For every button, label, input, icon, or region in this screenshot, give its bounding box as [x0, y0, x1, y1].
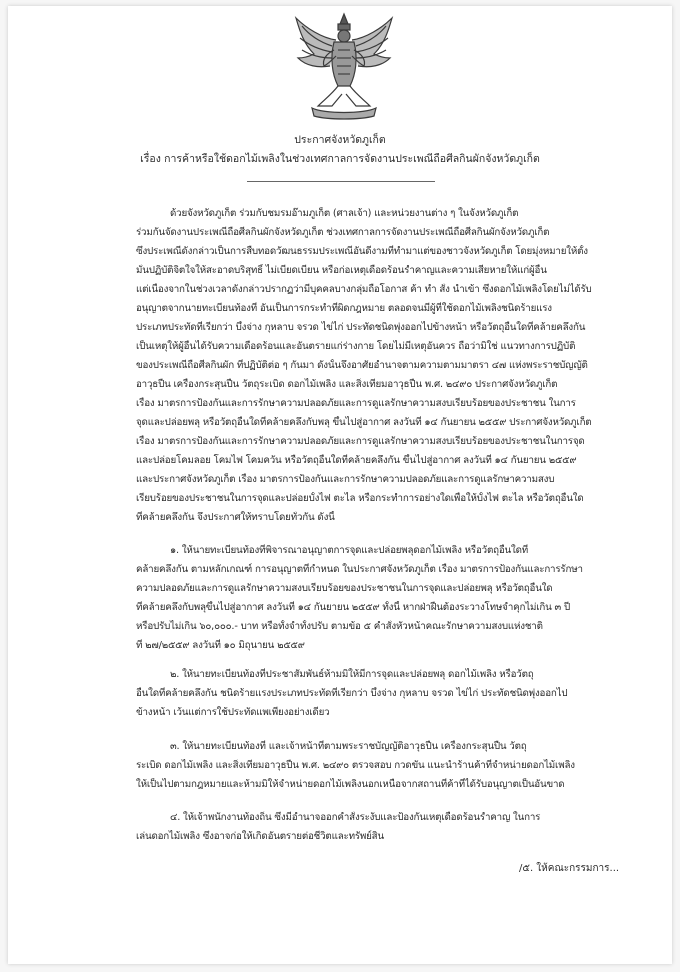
body-line: ข้างหน้า เว้นแต่การใช้ประทัดแพเพียงอย่างเดียว: [136, 707, 330, 718]
body-line: ประเภทประทัดที่เรียกว่า บึ้งจ่าง กุหลาบ จรวด ไข่ไก่ ประทัดชนิดพุ่งออกไปข้างหน้า หรือวัตถุอื่นใดที่คล้ายคลึงกัน: [136, 322, 586, 333]
garuda-emblem-icon: [292, 10, 396, 122]
body-line: ความปลอดภัยและการดูแลรักษาความสงบเรียบร้อยของประชาชนในการจุดและปล่อยพลุ หรือวัตถุอื่นใด: [136, 583, 553, 594]
body-line: ด้วยจังหวัดภูเก็ต ร่วมกับชมรมอ๊ามภูเก็ต (ศาลเจ้า) และหน่วยงานต่าง ๆ ในจังหวัดภูเก็ต: [170, 208, 519, 219]
body-line: อื่นใดที่คล้ายคลึงกัน ชนิดร้ายแรงประเภทประทัดที่เรียกว่า บึ้งจ่าง กุหลาบ จรวด ไข่ไก่ ประทัดชนิดพุ่งออกไป: [136, 688, 568, 699]
divider-line: [247, 181, 435, 182]
body-line: ๓. ให้นายทะเบียนท้องที่ และเจ้าหน้าที่ตามพระราชบัญญัติอาวุธปืน เครื่องกระสุนปืน วัตถุ: [170, 741, 527, 752]
body-line: หรือปรับไม่เกิน ๖๐,๐๐๐.- บาท หรือทั้งจำทั้งปรับ ตามข้อ ๕ คำสั่งหัวหน้าคณะรักษาความสงบแห่งชาติ: [136, 621, 543, 632]
body-line: แต่เนื่องจากในช่วงเวลาดังกล่าวปรากฏว่ามีบุคคลบางกลุ่มถือโอกาส ค้า ทำ สั่ง นำเข้า ซึ่งดอกไม้เพลิงโดยไม่ได้รับ: [136, 284, 592, 295]
body-line: คล้ายคลึงกัน ตามหลักเกณฑ์ การอนุญาตที่กำหนด ในประกาศจังหวัดภูเก็ต เรื่อง มาตรการป้องกันและการรักษา: [136, 564, 583, 575]
body-line: เรื่อง มาตรการป้องกันและการรักษาความปลอดภัยและการดูแลรักษาความสงบเรียบร้อยของประชาชนในการจุด: [136, 436, 585, 447]
body-line: เป็นเหตุให้ผู้อื่นได้รับความเดือดร้อนและอันตรายแก่ร่างกาย โดยไม่มีเหตุอันควร ถือว่ามิใช่ แนวทางการปฏิบัติ: [136, 341, 576, 352]
body-line: มั่นปฏิบัติจิตใจให้สะอาดบริสุทธิ์ ไม่เบียดเบียน หรือก่อเหตุเดือดร้อนรำคาญและความเสียหายให้แก่ผู้อื่น: [136, 265, 547, 276]
body-line: ระเบิด ดอกไม้เพลิง และสิ่งเทียมอาวุธปืน พ.ศ. ๒๔๙๐ ตรวจสอบ กวดขัน แนะนำร้านค้าที่จำหน่ายดอกไม้เพลิง: [136, 760, 575, 771]
body-line: ๔. ให้เจ้าพนักงานท้องถิ่น ซึ่งมีอำนาจออกคำสั่งระงับและป้องกันเหตุเดือดร้อนรำคาญ ในการ: [170, 812, 541, 823]
body-line: ร่วมกันจัดงานประเพณีถือศีลกินผักจังหวัดภูเก็ต ช่วงเทศกาลการจัดงานประเพณีถือศีลกินผักจังหวัดภูเก็ต: [136, 227, 550, 238]
body-line: ซึ่งประเพณีดังกล่าวเป็นการสืบทอดวัฒนธรรมประเพณีอันดีงามที่ทำมาแต่ของชาวจังหวัดภูเก็ต โดยมุ่งหมายให้ตั้ง: [136, 246, 588, 257]
body-line: ๒. ให้นายทะเบียนท้องที่ประชาสัมพันธ์ห้ามมิให้มีการจุดและปล่อยพลุ ดอกไม้เพลิง หรือวัตถุ: [170, 669, 534, 680]
body-line: ๑. ให้นายทะเบียนท้องที่พิจารณาอนุญาตการจุดและปล่อยพลุดอกไม้เพลิง หรือวัตถุอื่นใดที่: [170, 545, 529, 556]
body-line: ที่ ๒๗/๒๕๕๙ ลงวันที่ ๑๐ มิถุนายน ๒๕๕๙: [136, 640, 305, 651]
body-line: และปล่อยโคมลอย โคมไฟ โคมควัน หรือวัตถุอื่นใดที่คล้ายคลึงกัน ขึ้นไปสู่อากาศ ลงวันที่ ๑๔ กันยายน ๒๕๕๙: [136, 455, 577, 466]
body-line: เล่นดอกไม้เพลิง ซึ่งอาจก่อให้เกิดอันตรายต่อชีวิตและทรัพย์สิน: [136, 831, 384, 842]
document-subject: เรื่อง การค้าหรือใช้ดอกไม้เพลิงในช่วงเทศกาลการจัดงานประเพณีถือศีลกินผักจังหวัดภูเก็ต: [140, 153, 540, 165]
body-line: ที่คล้ายคลึงกับพลุขึ้นไปสู่อากาศ ลงวันที่ ๑๔ กันยายน ๒๕๕๙ ทั้งนี้ หากฝ่าฝืนต้องระวางโทษจำคุกไม่เกิน ๓ ปี: [136, 602, 570, 613]
document-title: ประกาศจังหวัดภูเก็ต: [294, 134, 386, 146]
body-line: อนุญาตจากนายทะเบียนท้องที่ อันเป็นการกระทำที่ผิดกฎหมาย ตลอดจนมีผู้ที่ใช้ดอกไม้เพลิงชนิดร้ายแรง: [136, 303, 552, 314]
body-line: เรื่อง มาตรการป้องกันและการรักษาความปลอดภัยและการดูแลรักษาความสงบเรียบร้อยของประชาชน ในการ: [136, 398, 576, 409]
body-line: ให้เป็นไปตามกฎหมายและห้ามมิให้จำหน่ายดอกไม้เพลิงนอกเหนือจากสถานที่ค้าที่ได้รับอนุญาตเป็นอันขาด: [136, 779, 565, 790]
body-line: อาวุธปืน เครื่องกระสุนปืน วัตถุระเบิด ดอกไม้เพลิง และสิ่งเทียมอาวุธปืน พ.ศ. ๒๔๙๐ ประกาศจังหวัดภูเก็ต: [136, 379, 558, 390]
body-line: และประกาศจังหวัดภูเก็ต เรื่อง มาตรการป้องกันและการรักษาความปลอดภัยและการดูแลรักษาความสงบ: [136, 474, 555, 485]
body-line: ของประเพณีถือศีลกินผัก ที่ปฏิบัติต่อ ๆ กันมา ดังนั้นจึงอาศัยอำนาจตามความตามมาตรา ๔๗ แห่งพระราชบัญญัติ: [136, 360, 588, 371]
body-line: ที่คล้ายคลึงกัน จึงประกาศให้ทราบโดยทั่วกัน ดังนี้: [136, 512, 335, 523]
continuation-note: /๕. ให้คณะกรรมการ...: [519, 863, 620, 874]
body-line: จุดและปล่อยพลุ หรือวัตถุอื่นใดที่คล้ายคลึงกับพลุ ขึ้นไปสู่อากาศ ลงวันที่ ๑๔ กันยายน ๒๕๕๙ ประกาศจังหวัดภูเก็ต: [136, 417, 592, 428]
body-line: เรียบร้อยของประชาชนในการจุดและปล่อยบั้งไฟ ตะไล หรือกระทำการอย่างใดเพื่อให้บั้งไฟ ตะไล หรือวัตถุอื่นใด: [136, 493, 584, 504]
